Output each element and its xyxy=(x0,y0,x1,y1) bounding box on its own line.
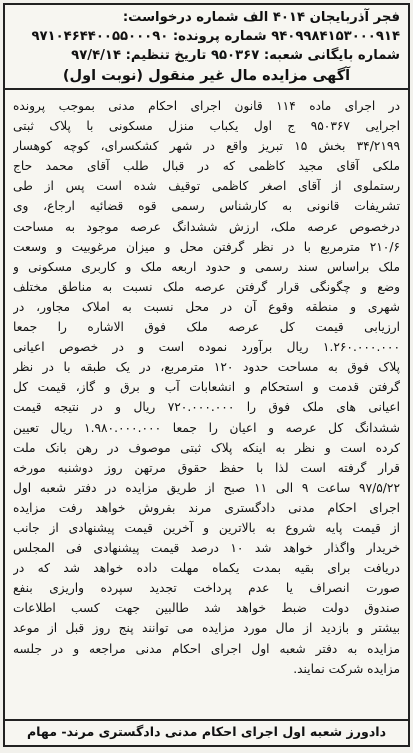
notice-body xyxy=(13,96,400,679)
body-line: دریافت برای بقیه بمدت یکماه مهلت داده خواهد شد که در xyxy=(13,561,400,576)
body-line: درخصوص عرصه ملک، ارزش ششدانگ عرصه موجود به مساحت xyxy=(13,219,400,234)
body-line: وضع و چگونگی قرار گرفتن عرصه ملک نسبت به مناطق مختلف xyxy=(13,279,400,294)
body-line: گرفتن قدمت و استحکام و انشعابات آب و برق و گاز، قیمت کل xyxy=(13,380,400,395)
body-line: ملک براساس سند رسمی و حدود اربعه ملک و کاربری مسکونی و xyxy=(13,259,400,274)
body-line: قرار گرفته است لذا با حفظ حقوق مرتهن روز دوشنبه مورخه xyxy=(13,460,400,475)
body-line: ۹۷/۵/۲۲ ساعت ۹ الی ۱۱ صبح از طریق مزایده در دفتر شعبه اول xyxy=(13,480,400,495)
body-line: تشریفات قانونی به کارشناس رسمی قوه قضائیه ارجاع، وی xyxy=(13,199,400,214)
body-line: کرده است و نظر به اینکه پلاک ثبتی موصوف در رهن بانک ملت xyxy=(13,440,400,455)
body-line: ارزیابی قیمت کل عرصه ملک فوق الاشاره را جمعا xyxy=(13,320,400,335)
body-line: ۱.۲۶۰.۰۰۰.۰۰۰ ریال برآورد نموده است و در خصوص اعیانی xyxy=(13,340,400,355)
body-line: اجرای احکام مدنی دادگستری مرند بفروش خواهد رفت مزایده xyxy=(13,500,400,515)
body-line: شهری و منطقه وقوع آن در محل نسبت به املاک مجاور، در xyxy=(13,299,400,314)
body-line: از قیمت پایه شروع به بالاترین و آخرین قیمت پیشنهادی از جانب xyxy=(13,520,400,535)
notice-clipping xyxy=(3,3,410,747)
body-line: در اجرای ماده ۱۱۴ قانون اجرای احکام مدنی بموجب پرونده xyxy=(13,99,400,113)
body-line: رستملوی از آقای اصغر کاظمی توقیف شده است پس از طی xyxy=(13,179,400,194)
body-line: صندوق دولت ضبط خواهد شد طالبین جهت کسب اطلاعات xyxy=(13,601,400,616)
body-line: ملکی آقای مجید کاظمی که در قبال طلب آقای محمد حاج xyxy=(13,159,400,174)
body-line: صورت انصراف یا عدم پرداخت تجدید سپرده واریزی بنفع xyxy=(13,581,400,596)
body-line: بیشتر و بازدید از مال مورد مزایده می توانند پنج روز قبل از موعد xyxy=(13,621,400,636)
case-number-line: ۹۴۰۹۹۸۴۱۵۳۰۰۰۹۱۴ شماره پرونده: ۹۷۱۰۴۶۴۴۰۰۵۵۰۰۰۹۰ xyxy=(31,29,400,44)
body-line: اعیانی های ملک فوق را ۷۲۰.۰۰۰.۰۰۰ ریال و در نتیجه قیمت xyxy=(13,400,400,415)
request-number-line: فجر آذربایجان ۴۰۱۴ الف شماره درخواست: xyxy=(122,10,400,25)
body-line: ۳۴/۲۱۹۹ بخش ۱۵ تبریز واقع در شهر کشکسرای، کوچه کوهسار xyxy=(13,139,400,154)
body-line: ششدانگ کل عرصه و اعیان را جمعا ۱.۹۸۰.۰۰۰.۰۰۰ ریال تعیین xyxy=(13,420,400,435)
body-line: ۲۱۰/۶ مترمربع با در نظر گرفتن محل و میزان مرغوبیت و وسعت xyxy=(13,239,400,254)
body-line: خریدار واگذار خواهد شد ۱۰ درصد قیمت پیشنهادی فی المجلس xyxy=(13,541,400,556)
body-line: پلاک فوق به مساحت حدود ۱۲۰ مترمربع، در یک طبقه با در نظر xyxy=(13,360,400,375)
notice-title: آگهی مزایده مال غیر منقول (نوبت اول) xyxy=(5,65,408,90)
body-line: مزایده به دفتر شعبه اول اجرای احکام مدنی مراجعه و در جلسه xyxy=(13,641,400,656)
archive-date-line: شماره بایگانی شعبه: ۹۵۰۳۶۷ تاریخ تنظیم: ۹۷/۴/۱۴ xyxy=(71,48,400,63)
body-line: مزایده شرکت نمایند. xyxy=(293,661,400,676)
body-line: اجرایی ۹۵۰۳۶۷ ج اول یکباب منزل مسکونی با پلاک ثبتی xyxy=(13,119,400,134)
signature-footer: دادورز شعبه اول اجرای احکام مدنی دادگستری مرند- مهام xyxy=(5,719,408,743)
